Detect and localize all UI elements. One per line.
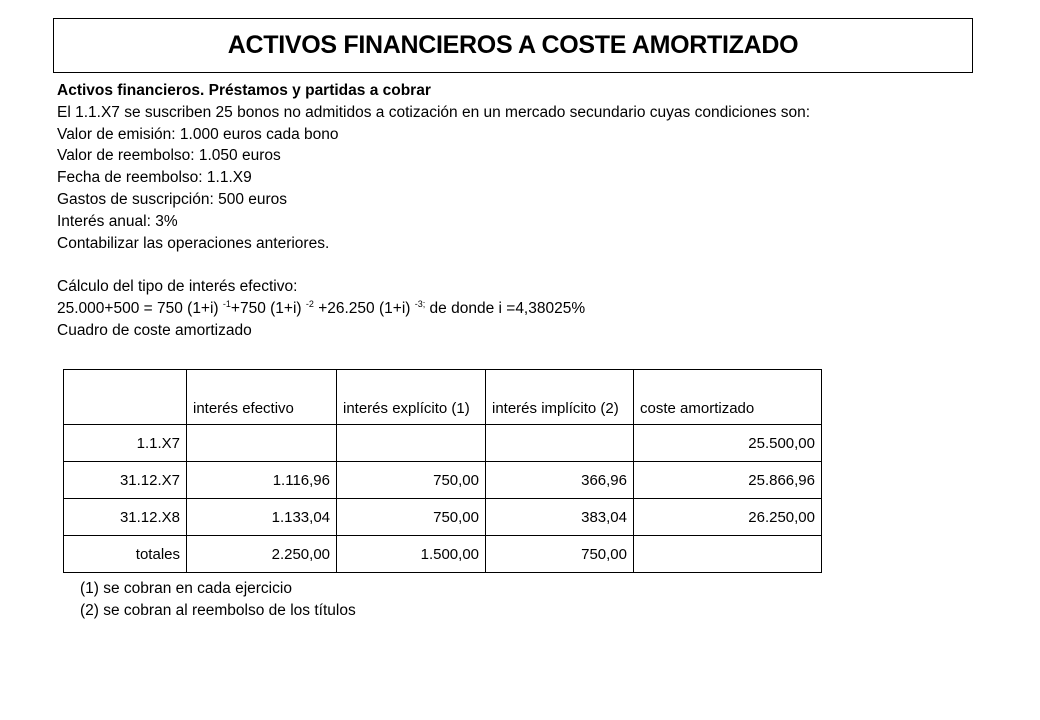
table-header-row: [64, 370, 822, 425]
intro-line-4: Fecha de reembolso: 1.1.X9: [57, 169, 252, 187]
table-cell: 2.250,00: [187, 536, 337, 573]
table-cell: 750,00: [337, 462, 486, 499]
table-cell: [486, 425, 634, 462]
eq-part-2: +750 (1+i): [230, 299, 306, 317]
intro-line-6: Interés anual: 3%: [57, 212, 178, 230]
header-cell-0: [64, 370, 187, 425]
table-cell: 1.116,96: [187, 462, 337, 499]
eq-part-3: +26.250 (1+i): [313, 299, 415, 317]
page-title: ACTIVOS FINANCIEROS A COSTE AMORTIZADO: [227, 31, 799, 59]
header-cell-effective: interés efectivo: [187, 370, 337, 425]
footnote-2: (2) se cobran al reembolso de los títulos: [80, 602, 356, 619]
intro-line-3: Valor de reembolso: 1.050 euros: [57, 147, 281, 165]
table-cell: [337, 425, 486, 462]
table-cell: 366,96: [486, 462, 634, 499]
table-cell: 383,04: [486, 499, 634, 536]
table-cell: [634, 536, 822, 573]
intro-line-7: Contabilizar las operaciones anteriores.: [57, 234, 330, 252]
table-row: [64, 425, 822, 462]
table-caption: Cuadro de coste amortizado: [57, 321, 252, 339]
spacer: [57, 254, 1017, 276]
intro-line-1: El 1.1.X7 se suscriben 25 bonos no admitidos a cotización en un mercado secundario cuyas condiciones son:: [57, 103, 811, 121]
table-cell: 1.500,00: [337, 536, 486, 573]
amortization-table: [63, 369, 822, 573]
table-cell: 25.500,00: [634, 425, 822, 462]
eq-exp-1: -1: [222, 298, 231, 309]
table-cell: 25.866,96: [634, 462, 822, 499]
intro-line-2: Valor de emisión: 1.000 euros cada bono: [57, 125, 339, 143]
body-text: [57, 80, 1017, 342]
table-cell: totales: [64, 536, 187, 573]
table-row: [64, 536, 822, 573]
table-row: [64, 462, 822, 499]
eq-exp-2: -2: [305, 298, 314, 309]
table-cell: 1.133,04: [187, 499, 337, 536]
table-cell: 750,00: [486, 536, 634, 573]
table-cell: 31.12.X7: [64, 462, 187, 499]
header-cell-implicit: interés implícito (2): [486, 370, 634, 425]
table-row: [64, 499, 822, 536]
table-cell: 26.250,00: [634, 499, 822, 536]
calc-equation: [57, 298, 1017, 320]
intro-line-5: Gastos de suscripción: 500 euros: [57, 190, 288, 208]
eq-part-4: de donde i =4,38025%: [425, 299, 586, 317]
calc-heading: Cálculo del tipo de interés efectivo:: [57, 278, 298, 296]
eq-part-1: 25.000+500 = 750 (1+i): [57, 299, 223, 317]
footnotes: [80, 578, 356, 622]
table-cell: 1.1.X7: [64, 425, 187, 462]
table-cell: [187, 425, 337, 462]
table-cell: 750,00: [337, 499, 486, 536]
header-cell-amortized-cost: coste amortizado: [634, 370, 822, 425]
eq-exp-3: -3;: [414, 298, 426, 309]
footnote-1: (1) se cobran en cada ejercicio: [80, 580, 292, 597]
title-box: [53, 18, 973, 73]
header-cell-explicit: interés explícito (1): [337, 370, 486, 425]
intro-heading: Activos financieros. Préstamos y partidas a cobrar: [57, 82, 431, 99]
table-cell: 31.12.X8: [64, 499, 187, 536]
